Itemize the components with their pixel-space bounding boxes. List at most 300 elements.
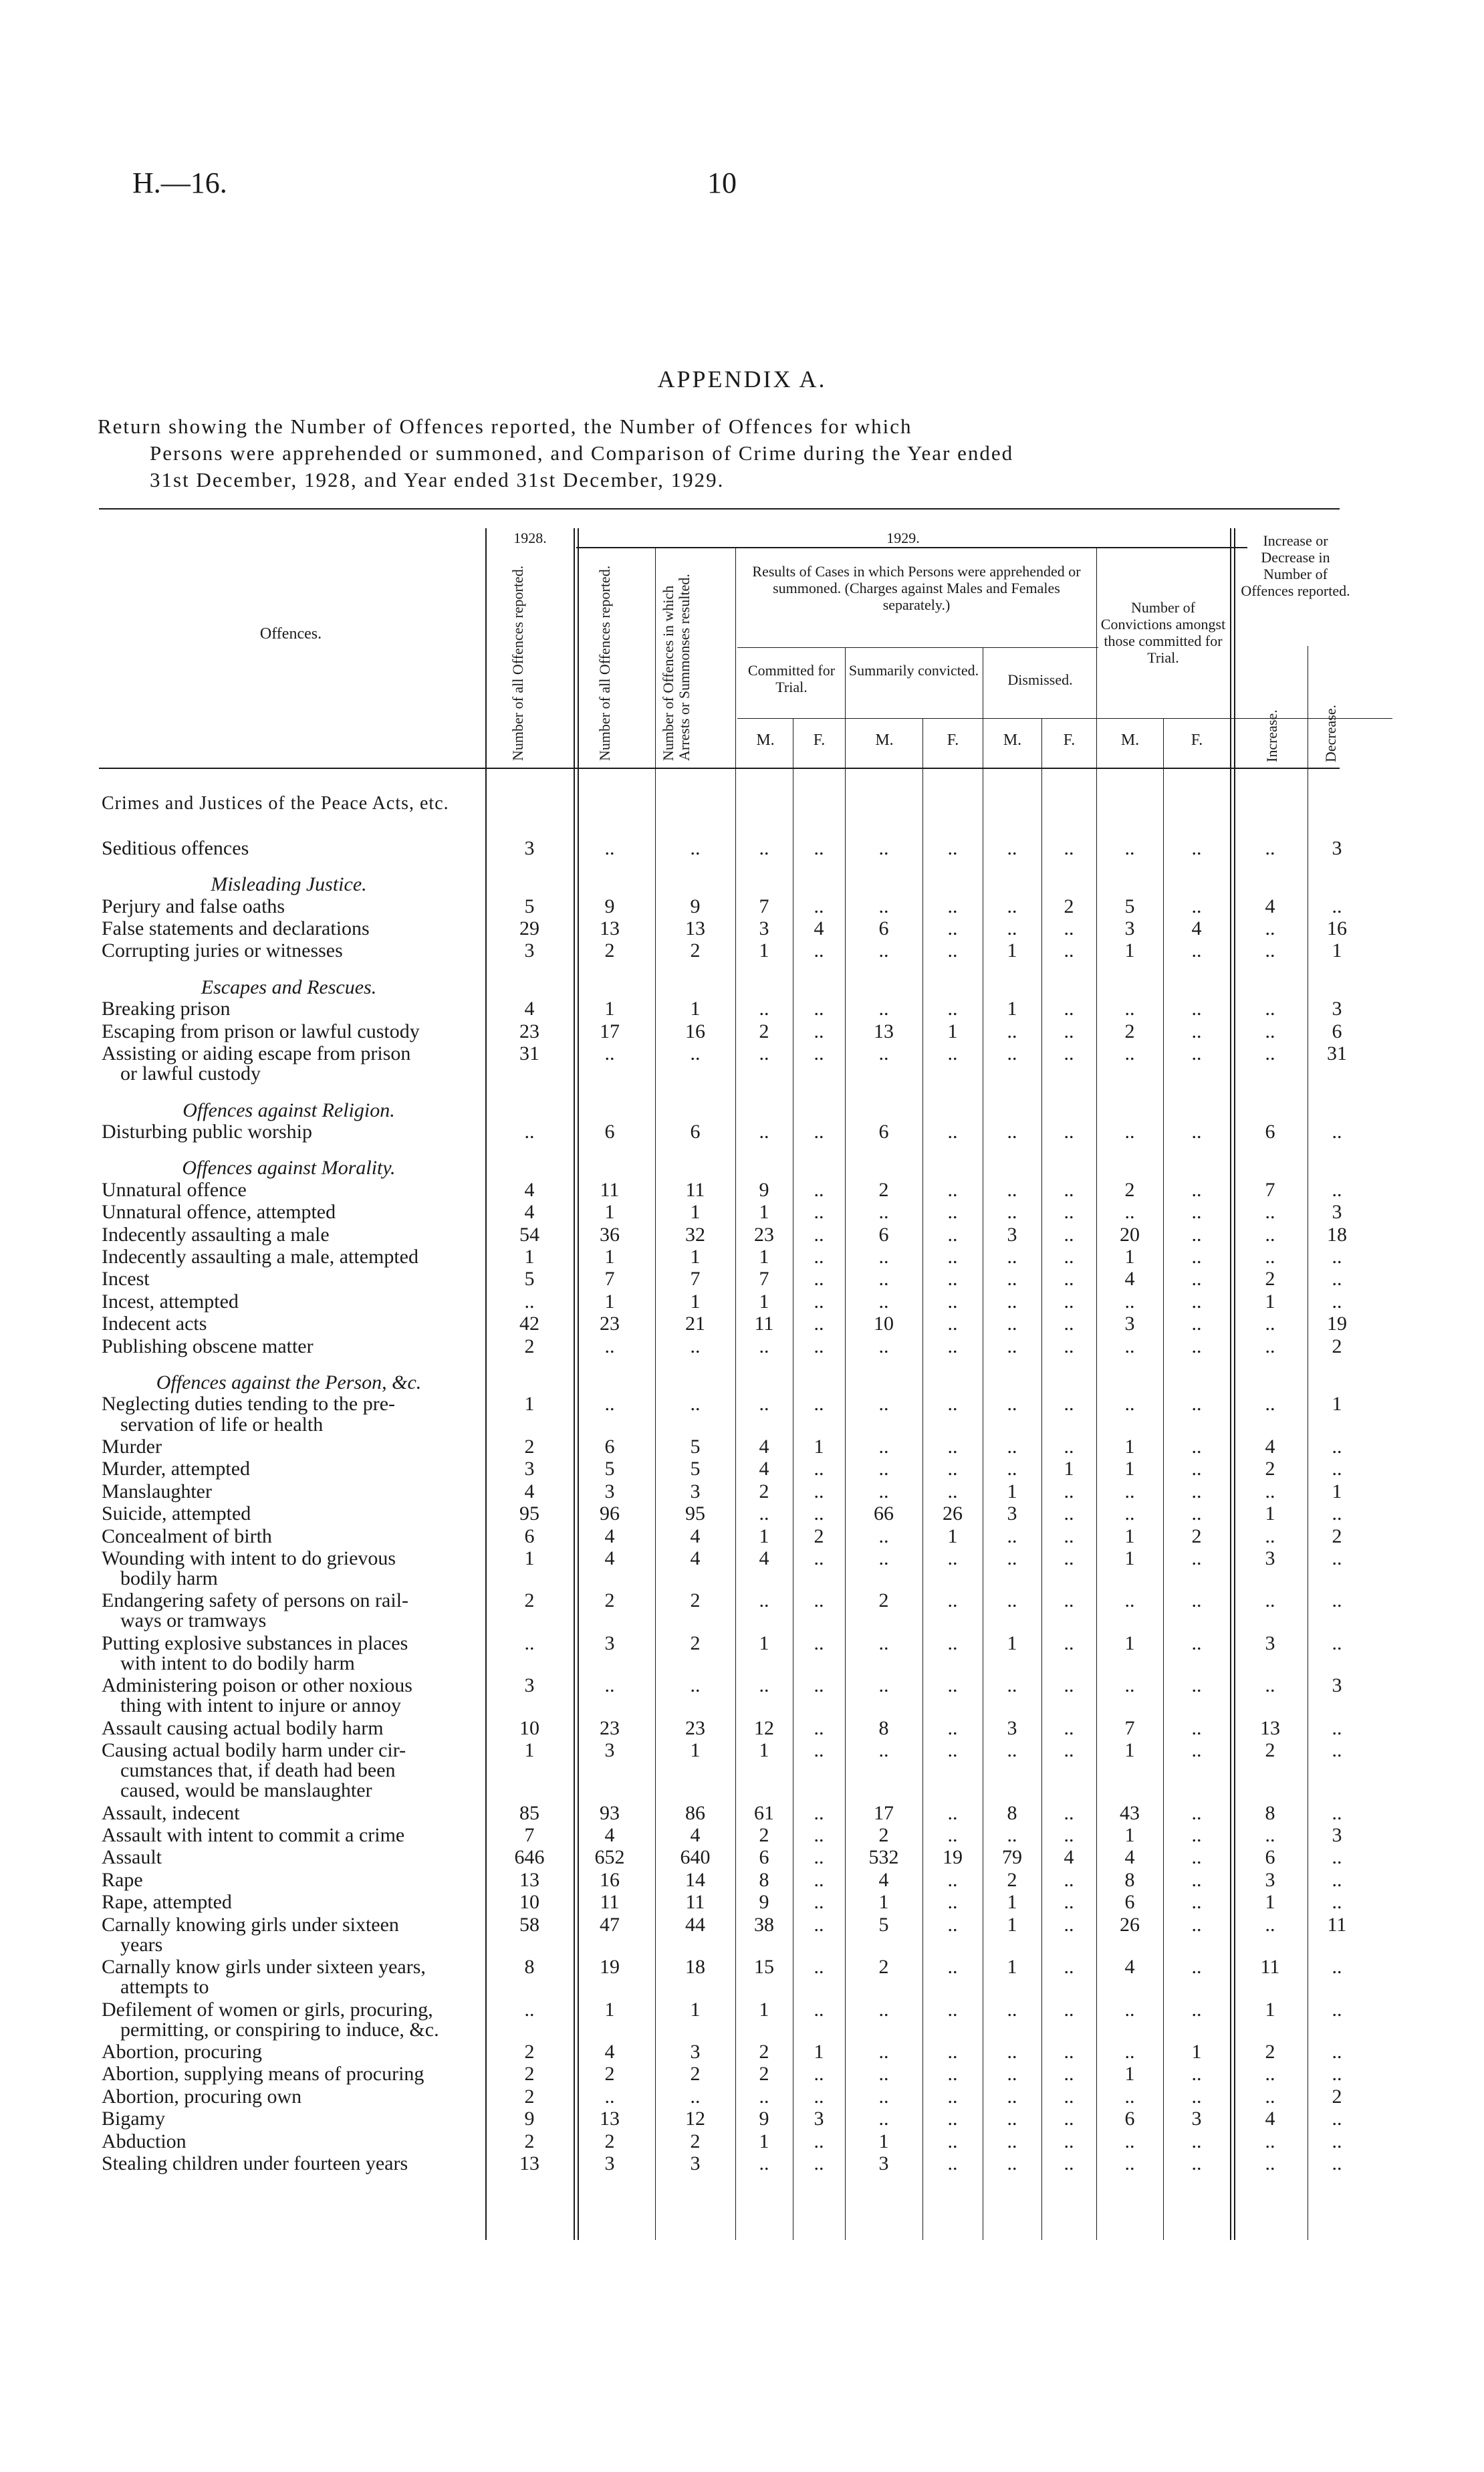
table-cell: .. xyxy=(604,2085,615,2108)
table-cell: 4 xyxy=(604,1525,615,1547)
table-cell: 1 xyxy=(1332,1393,1342,1416)
table-cell: .. xyxy=(1332,1716,1342,1739)
offence-label xyxy=(102,2153,476,2174)
table-cell: 2 xyxy=(878,1824,889,1847)
table-cell: 23 xyxy=(519,1020,539,1042)
offence-label-text: Carnally knowing girls under sixteen xyxy=(102,1913,399,1936)
table-cell: .. xyxy=(814,1868,824,1891)
table-cell: .. xyxy=(878,895,889,917)
page-number: 10 xyxy=(707,166,737,199)
table-cell: .. xyxy=(759,1335,769,1357)
table-cell: .. xyxy=(1124,998,1135,1020)
table-cell: .. xyxy=(1332,2108,1342,2130)
table-cell: 7 xyxy=(524,1824,535,1847)
table-cell: 8 xyxy=(1007,1801,1017,1824)
header-summarily-f: F. xyxy=(947,732,959,749)
table-cell: 23 xyxy=(600,1313,620,1335)
table-cell: .. xyxy=(1064,1201,1074,1224)
table-cell: .. xyxy=(878,1335,889,1357)
table-cell: .. xyxy=(1191,1589,1202,1612)
table-cell: 3 xyxy=(1124,1313,1135,1335)
table-cell: 5 xyxy=(690,1435,701,1458)
table-cell: .. xyxy=(604,836,615,859)
table-cell: .. xyxy=(947,1458,958,1480)
table-cell: .. xyxy=(878,2041,889,2063)
offence-label xyxy=(102,1393,476,1436)
table-cell: 2 xyxy=(759,1020,769,1042)
table-cell: 5 xyxy=(524,895,535,917)
table-cell: .. xyxy=(1265,2063,1275,2086)
table-cell: .. xyxy=(1332,1632,1342,1654)
offence-label-text: Assault with intent to commit a crime xyxy=(102,1824,405,1847)
table-cell: 1 xyxy=(759,1525,769,1547)
offence-label-continuation: permitting, or conspiring to induce, &c. xyxy=(120,2018,439,2041)
table-row xyxy=(0,1179,1484,1201)
table-cell: 5 xyxy=(604,1458,615,1480)
table-cell: .. xyxy=(1007,895,1017,917)
table-cell: 1 xyxy=(604,1290,615,1313)
table-cell: 11 xyxy=(754,1313,774,1335)
table-cell: 18 xyxy=(1327,1223,1347,1246)
table-cell: .. xyxy=(1191,2130,1202,2152)
table-cell: .. xyxy=(1332,1435,1342,1458)
offence-label xyxy=(102,1313,476,1335)
table-row xyxy=(0,1892,1484,1913)
offence-label xyxy=(102,940,476,962)
table-cell: 6 xyxy=(878,1120,889,1143)
table-cell: 2 xyxy=(524,2085,535,2108)
table-cell: .. xyxy=(1124,1335,1135,1357)
table-cell: 2 xyxy=(759,2063,769,2086)
table-cell: 2 xyxy=(524,2130,535,2152)
table-row xyxy=(0,1224,1484,1246)
table-cell: .. xyxy=(1064,1268,1074,1290)
table-cell: 1 xyxy=(759,1632,769,1654)
offence-label-continuation: ways or tramways xyxy=(120,1609,267,1632)
table-cell: 3 xyxy=(604,2152,615,2175)
table-cell: .. xyxy=(814,1739,824,1762)
table-cell: .. xyxy=(1265,2130,1275,2152)
table-cell: .. xyxy=(814,1824,824,1847)
table-cell: 1 xyxy=(1124,1739,1135,1762)
offence-label-text: Carnally know girls under sixteen years, xyxy=(102,1956,426,1979)
table-cell: .. xyxy=(1191,1435,1202,1458)
table-cell: .. xyxy=(1191,1502,1202,1525)
header-decrease: Decrease. xyxy=(1322,704,1339,762)
table-cell: 96 xyxy=(600,1502,620,1525)
offence-label-text: Seditious offences xyxy=(102,836,249,859)
table-cell: .. xyxy=(814,1393,824,1416)
table-cell: 3 xyxy=(690,2152,701,2175)
table-cell: .. xyxy=(1064,1223,1074,1246)
table-cell: 2 xyxy=(878,1589,889,1612)
table-cell: 7 xyxy=(604,1268,615,1290)
table-row xyxy=(0,1481,1484,1502)
table-cell: 1 xyxy=(759,1201,769,1224)
table-cell: .. xyxy=(1007,1020,1017,1042)
table-cell: .. xyxy=(1064,1393,1074,1416)
table-cell: 6 xyxy=(690,1120,701,1143)
offence-label xyxy=(102,998,476,1020)
table-row xyxy=(0,1436,1484,1458)
offence-label-text: Incest, attempted xyxy=(102,1290,239,1313)
table-cell: 1 xyxy=(1265,1891,1275,1914)
header-increase-decrease: Increase or Decrease in Number of Offences reported. xyxy=(1241,532,1350,599)
section-subheading: Offences against Morality. xyxy=(182,1157,396,1179)
table-cell: 4 xyxy=(1124,1268,1135,1290)
table-cell: 4 xyxy=(814,917,824,940)
table-cell: 47 xyxy=(600,1913,620,1936)
table-cell: .. xyxy=(814,1589,824,1612)
table-cell: .. xyxy=(947,1632,958,1654)
table-cell: 4 xyxy=(524,1178,535,1201)
offence-label-text: Concealment of birth xyxy=(102,1525,272,1547)
table-cell: 43 xyxy=(1120,1801,1140,1824)
table-cell: .. xyxy=(1007,836,1017,859)
table-cell: .. xyxy=(947,2108,958,2130)
table-cell: .. xyxy=(759,1042,769,1065)
table-cell: .. xyxy=(947,1547,958,1569)
offence-label-text: False statements and declarations xyxy=(102,917,370,940)
table-cell: 9 xyxy=(759,1178,769,1201)
section-heading: Crimes and Justices of the Peace Acts, etc. xyxy=(102,793,449,814)
table-cell: .. xyxy=(1191,1868,1202,1891)
intro-line: Persons were apprehended or summoned, and Comparison of Crime during the Year ended xyxy=(150,441,1014,465)
offence-label-continuation: with intent to do bodily harm xyxy=(120,1652,355,1674)
table-cell: 21 xyxy=(685,1313,705,1335)
table-cell: 2 xyxy=(814,1525,824,1547)
table-cell: .. xyxy=(1191,1891,1202,1914)
table-cell: .. xyxy=(759,2152,769,2175)
offence-label-text: Unnatural offence xyxy=(102,1178,247,1201)
table-cell: .. xyxy=(759,836,769,859)
table-row xyxy=(0,1847,1484,1868)
table-cell: .. xyxy=(1007,1674,1017,1697)
table-cell: 1 xyxy=(1007,1891,1017,1914)
table-cell: .. xyxy=(759,1120,769,1143)
offence-label-text: Assault causing actual bodily harm xyxy=(102,1716,384,1739)
table-cell: .. xyxy=(1007,1290,1017,1313)
table-cell: .. xyxy=(1064,1956,1074,1979)
offence-label xyxy=(102,1674,476,1717)
table-cell: .. xyxy=(1124,2130,1135,2152)
table-cell: 1 xyxy=(1332,939,1342,962)
table-cell: 16 xyxy=(600,1868,620,1891)
table-cell: .. xyxy=(1124,2085,1135,2108)
table-cell: .. xyxy=(947,1913,958,1936)
table-cell: 1 xyxy=(690,1739,701,1762)
table-cell: 646 xyxy=(514,1846,545,1869)
table-row xyxy=(0,1870,1484,1891)
offence-label-text: Endangering safety of persons on rail- xyxy=(102,1589,409,1612)
table-cell: 1 xyxy=(947,1525,958,1547)
table-cell: .. xyxy=(947,1201,958,1224)
table-cell: 17 xyxy=(874,1801,894,1824)
table-cell: .. xyxy=(878,1998,889,2021)
table-cell: .. xyxy=(947,1223,958,1246)
table-cell: 95 xyxy=(685,1502,705,1525)
table-cell: .. xyxy=(1265,2085,1275,2108)
offence-label xyxy=(102,1739,476,1802)
table-cell: 2 xyxy=(1265,1739,1275,1762)
table-cell: .. xyxy=(1332,1868,1342,1891)
table-cell: 11 xyxy=(685,1178,705,1201)
table-cell: .. xyxy=(1265,1674,1275,1697)
table-cell: 4 xyxy=(1124,1846,1135,1869)
header-convictions-m: M. xyxy=(1120,732,1140,749)
table-cell: 7 xyxy=(1124,1716,1135,1739)
table-cell: .. xyxy=(759,1589,769,1612)
table-cell: .. xyxy=(878,1435,889,1458)
table-cell: .. xyxy=(1064,1824,1074,1847)
table-cell: 10 xyxy=(874,1313,894,1335)
table-cell: .. xyxy=(1124,1120,1135,1143)
table-cell: .. xyxy=(878,1042,889,1065)
table-cell: 19 xyxy=(1327,1313,1347,1335)
table-cell: 2 xyxy=(1191,1525,1202,1547)
offence-label xyxy=(102,1803,476,1824)
intro-line: Return showing the Number of Offences reported, the Number of Offences for which xyxy=(98,415,912,438)
table-cell: 11 xyxy=(600,1178,620,1201)
table-row xyxy=(0,1042,1484,1085)
table-row xyxy=(0,940,1484,962)
table-cell: .. xyxy=(1124,1290,1135,1313)
table-row xyxy=(0,1718,1484,1739)
header-summarily: Summarily convicted. xyxy=(848,662,979,679)
table-cell: 1 xyxy=(524,1246,535,1268)
table-cell: .. xyxy=(878,998,889,1020)
table-cell: 3 xyxy=(690,2041,701,2063)
table-cell: .. xyxy=(814,1502,824,1525)
table-cell: .. xyxy=(947,1739,958,1762)
table-cell: .. xyxy=(1064,1801,1074,1824)
table-cell: .. xyxy=(947,895,958,917)
table-cell: .. xyxy=(1007,1589,1017,1612)
table-cell: 2 xyxy=(604,2130,615,2152)
table-cell: .. xyxy=(947,939,958,962)
table-cell: 2 xyxy=(604,939,615,962)
table-row xyxy=(0,1674,1484,1717)
offence-label xyxy=(102,2063,476,2085)
table-cell: 1 xyxy=(759,1739,769,1762)
table-row xyxy=(0,2041,1484,2063)
table-cell: .. xyxy=(947,1589,958,1612)
table-cell: 2 xyxy=(878,1178,889,1201)
offence-label xyxy=(102,1998,476,2041)
header-arrests: Number of Offences in which Arrests or Summonses resulted. xyxy=(660,574,693,761)
table-cell: .. xyxy=(1265,998,1275,1020)
table-cell: 1 xyxy=(690,1201,701,1224)
table-cell: .. xyxy=(947,2130,958,2152)
table-row xyxy=(0,1998,1484,2041)
table-cell: 1 xyxy=(524,1739,535,1762)
table-cell: 1 xyxy=(1124,1435,1135,1458)
table-cell: 11 xyxy=(600,1891,620,1914)
offence-label xyxy=(102,1632,476,1674)
table-cell: 7 xyxy=(759,1268,769,1290)
table-cell: 1 xyxy=(1124,1632,1135,1654)
offence-label xyxy=(102,1224,476,1246)
offence-label xyxy=(102,1870,476,1891)
table-cell: .. xyxy=(814,2063,824,2086)
table-cell: 8 xyxy=(1124,1868,1135,1891)
offence-label xyxy=(102,1436,476,1458)
table-cell: 2 xyxy=(524,2041,535,2063)
table-cell: 8 xyxy=(878,1716,889,1739)
offence-label-text: Indecently assaulting a male xyxy=(102,1223,330,1246)
table-cell: .. xyxy=(1007,1335,1017,1357)
offence-label-text: Disturbing public worship xyxy=(102,1120,312,1143)
table-row xyxy=(0,1021,1484,1042)
table-cell: 12 xyxy=(754,1716,774,1739)
table-cell: .. xyxy=(814,2152,824,2175)
table-cell: 4 xyxy=(604,1824,615,1847)
table-cell: 9 xyxy=(690,895,701,917)
offence-label-text: Causing actual bodily harm under cir- xyxy=(102,1739,406,1762)
table-cell: .. xyxy=(947,1313,958,1335)
table-cell: .. xyxy=(690,1674,701,1697)
table-cell: .. xyxy=(1007,1998,1017,2021)
table-cell: .. xyxy=(947,998,958,1020)
table-cell: .. xyxy=(947,2152,958,2175)
table-cell: .. xyxy=(878,1525,889,1547)
offence-label xyxy=(102,1291,476,1313)
table-cell: .. xyxy=(1064,1998,1074,2021)
table-cell: .. xyxy=(1007,1739,1017,1762)
header-1929: 1929. xyxy=(886,530,920,546)
table-cell: .. xyxy=(1265,939,1275,962)
table-cell: .. xyxy=(1124,2152,1135,2175)
table-cell: .. xyxy=(1265,1525,1275,1547)
offence-label-text: Bigamy xyxy=(102,2108,165,2130)
table-cell: .. xyxy=(1064,1313,1074,1335)
table-cell: .. xyxy=(1191,2063,1202,2086)
table-cell: .. xyxy=(947,1998,958,2021)
table-cell: 2 xyxy=(1007,1868,1017,1891)
table-cell: 36 xyxy=(600,1223,620,1246)
table-cell: .. xyxy=(878,2063,889,2086)
table-cell: 3 xyxy=(1007,1502,1017,1525)
table-row xyxy=(0,2108,1484,2130)
offence-label xyxy=(102,1718,476,1739)
table-cell: .. xyxy=(1007,2085,1017,2108)
table-cell: .. xyxy=(878,1547,889,1569)
table-cell: .. xyxy=(814,1268,824,1290)
table-cell: .. xyxy=(1332,1547,1342,1569)
header-dismissed-f: F. xyxy=(1063,732,1076,749)
offence-label-text: Murder xyxy=(102,1435,162,1458)
table-cell: 6 xyxy=(524,1525,535,1547)
table-cell: .. xyxy=(814,1956,824,1979)
table-cell: 3 xyxy=(814,2108,824,2130)
table-cell: .. xyxy=(1191,1268,1202,1290)
table-cell: 4 xyxy=(690,1824,701,1847)
table-cell: .. xyxy=(1191,1458,1202,1480)
offence-label xyxy=(102,1589,476,1632)
offence-label-text: Perjury and false oaths xyxy=(102,895,285,917)
table-cell: 1 xyxy=(604,1201,615,1224)
header-reported-1928: Number of all Offences reported. xyxy=(509,565,526,761)
table-cell: .. xyxy=(814,2130,824,2152)
table-cell: 13 xyxy=(600,2108,620,2130)
table-cell: .. xyxy=(1191,1201,1202,1224)
table-cell: .. xyxy=(604,1042,615,1065)
table-cell: 95 xyxy=(519,1502,539,1525)
table-cell: .. xyxy=(1064,1290,1074,1313)
table-cell: 1 xyxy=(1124,1525,1135,1547)
table-cell: 6 xyxy=(1265,1120,1275,1143)
table-cell: 2 xyxy=(690,1632,701,1654)
table-cell: .. xyxy=(1265,917,1275,940)
table-cell: .. xyxy=(524,1120,535,1143)
table-cell: 1 xyxy=(1064,1458,1074,1480)
table-cell: 14 xyxy=(685,1868,705,1891)
header-1928: 1928. xyxy=(513,530,547,546)
table-cell: 19 xyxy=(943,1846,963,1869)
table-cell: .. xyxy=(1265,1246,1275,1268)
table-cell: .. xyxy=(947,1824,958,1847)
offence-label-text: Breaking prison xyxy=(102,998,231,1020)
table-cell: .. xyxy=(1064,1020,1074,1042)
table-cell: 13 xyxy=(874,1020,894,1042)
table-cell: 1 xyxy=(1332,1480,1342,1502)
table-cell: .. xyxy=(947,1956,958,1979)
table-cell: .. xyxy=(1332,1998,1342,2021)
table-cell: .. xyxy=(1064,1868,1074,1891)
table-cell: .. xyxy=(878,1458,889,1480)
table-cell: .. xyxy=(1332,1178,1342,1201)
table-cell: .. xyxy=(1007,1313,1017,1335)
table-cell: 1 xyxy=(814,2041,824,2063)
table-cell: .. xyxy=(947,2063,958,2086)
offence-label-text: Abortion, procuring xyxy=(102,2041,262,2063)
table-cell: .. xyxy=(524,1290,535,1313)
offence-label-text: Defilement of women or girls, procuring, xyxy=(102,1998,433,2021)
table-cell: 2 xyxy=(1124,1178,1135,1201)
table-cell: .. xyxy=(878,2085,889,2108)
table-cell: .. xyxy=(1064,998,1074,1020)
table-cell: 1 xyxy=(759,1246,769,1268)
table-cell: .. xyxy=(759,1393,769,1416)
table-cell: .. xyxy=(947,1246,958,1268)
offence-label-text: Suicide, attempted xyxy=(102,1502,251,1525)
table-cell: 1 xyxy=(1124,1458,1135,1480)
table-cell: .. xyxy=(759,1674,769,1697)
table-cell: 4 xyxy=(759,1547,769,1569)
table-row xyxy=(0,1547,1484,1589)
table-cell: .. xyxy=(1124,836,1135,859)
offence-label xyxy=(102,1179,476,1201)
table-row xyxy=(0,1526,1484,1547)
table-cell: 1 xyxy=(1124,2063,1135,2086)
col-rule xyxy=(1234,528,1235,2240)
table-cell: .. xyxy=(1064,1547,1074,1569)
table-cell: .. xyxy=(1265,1589,1275,1612)
table-cell: .. xyxy=(1007,1435,1017,1458)
table-cell: 6 xyxy=(1332,1020,1342,1042)
table-cell: .. xyxy=(524,1632,535,1654)
table-cell: 1 xyxy=(690,1998,701,2021)
table-cell: .. xyxy=(1007,1268,1017,1290)
offence-label xyxy=(102,1913,476,1956)
table-cell: 1 xyxy=(604,998,615,1020)
table-cell: 3 xyxy=(1007,1223,1017,1246)
table-cell: .. xyxy=(1007,1042,1017,1065)
table-cell: 10 xyxy=(519,1716,539,1739)
table-cell: .. xyxy=(1332,1891,1342,1914)
offence-label-text: Putting explosive substances in places xyxy=(102,1632,408,1654)
table-row xyxy=(0,1956,1484,1999)
